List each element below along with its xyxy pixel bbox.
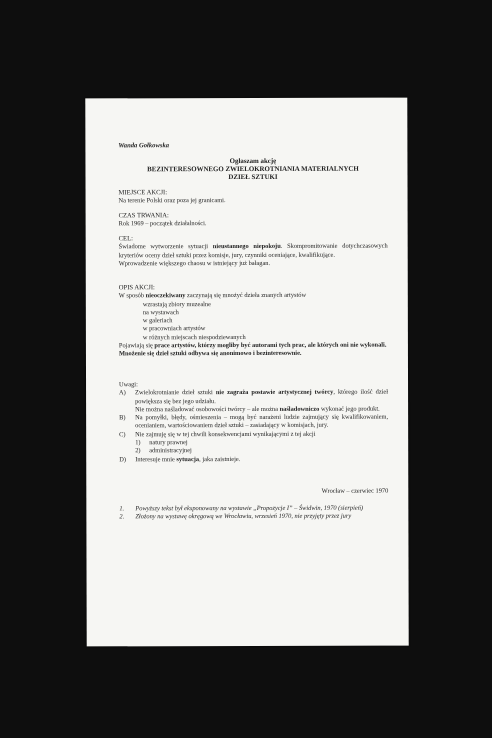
text-run: Świadome wytworzenie sytuacji [118,243,213,251]
footnote-key: 2. [119,513,125,521]
emphasis: nie zagraża postawie artystycznej twórcy [215,389,334,397]
text-run: , którego ilość dzieł powiększa się bez jego udziału. [135,388,389,405]
text-run: Interesuje mnie [135,455,177,463]
item-body: Na pomyłki, błędy, ośmieszenia – mogą być narażeni ludzie zajmujący się kwalifikowaniem, ocenianiem, wartościowaniem dzieł sztuki – zasiadający w komisjach, jury. [135,413,389,430]
author-name: Wanda Gołkowska [118,142,170,150]
section-label: MIEJSCE AKCJI: [118,189,168,197]
text-run: W sposób [118,292,146,300]
section-opis [119,284,388,359]
text-run: . Skompromitowanie dotychczasowych kryteriów oceny dzieł sztuki przez komisje, jury, czynniki oceniające, kwalifikujące. [118,242,388,259]
section-miejsce [119,189,388,206]
opis-line: w galeriach [142,317,173,325]
opis-paragraph-bold [119,350,388,359]
item-key: B) [119,414,126,422]
opis-line: wzrastają zbiory muzealne [142,300,211,308]
section-text: Na terenie Polski oraz poza jej granicami. [118,197,226,205]
uwagi-item-d [119,455,388,464]
footnote-2 [119,513,388,522]
text-run: , jaka zaistnieje. [199,455,241,463]
section-label: CEL: [118,235,133,243]
opis-line: w różnych miejscach niespodziewanych [142,333,246,342]
section-czas [119,212,388,229]
footnote-text: Złożony na wystawę okręgową we Wrocławiu, wrzesień 1970, nie przyjęty przez jury [135,513,352,521]
cel-paragraph-2: Wprowadzenie większego chaosu w istniejący już bałagan. [118,259,271,268]
text-run: Nie można naśladować osobowości twórcy – ale można [135,405,280,414]
emphasis: sytuacja [176,455,200,463]
item-key: A) [119,389,126,397]
section-cel [119,235,388,269]
uwagi-item-a [119,389,388,415]
subitem-key: 2) [135,447,141,455]
text-run: Pojawiają się [118,342,155,350]
title-line-2: BEZINTERESOWNEGO ZWIELOKROTNIANIA MATERIALNYCH [147,165,359,174]
text-run: wykonać jego produkt. [319,405,380,413]
footnotes [119,505,388,522]
section-uwagi [119,381,388,465]
item-key: C) [119,431,126,439]
item-body: Nie zajmuję się w tej chwili konsekwencjami wynikającymi z tej akcji [135,430,316,439]
document-page [85,98,408,647]
section-text: Rok 1969 – początek działalności. [118,220,207,228]
text-run: Zwielokrotnianie dzieł sztuki [135,389,216,397]
uwagi-item-c [119,430,388,439]
emphasis: nieustannego niepokoju [212,243,281,251]
opis-line: w pracowniach artystów [142,325,206,333]
text-run: zaczynają się mnożyć dzieła znanych artystów [185,292,307,300]
section-label: CZAS TRWANIA: [118,212,169,220]
item-key: D) [119,455,126,464]
section-label: OPIS AKCJI: [118,284,155,292]
emphasis: Mnożenie się dzieł sztuki odbywa się anonimowo i bezinteresownie. [118,350,302,358]
emphasis: nieoczekiwany [145,292,186,300]
title-line-1: Ogłaszam akcję [229,157,277,166]
subitem-text: natury prawnej [149,439,188,447]
place-date: Wrocław – czerwiec 1970 [321,487,389,495]
footnote-key: 1. [119,505,125,513]
emphasis: prace artystów, którzy mogliby być autorami tych prac, ale których oni nie wykonali. [154,341,387,350]
item-body [135,455,388,464]
cel-paragraph [119,243,388,260]
section-label: Uwagi: [119,381,138,389]
item-paragraph [135,389,388,406]
title-line-3: DZIEŁ SZTUKI [228,173,278,181]
uwagi-item-b [119,414,388,431]
emphasis: naśladowniczo [279,405,320,413]
document-title [118,158,387,182]
item-body [135,389,388,415]
footnote-text: Powyższy tekst był eksponowany na wystawie „Propozycje I” – Świdwin, 1970 (sierpień) [135,504,364,513]
subitem-key: 1) [135,439,141,447]
opis-line: na wystawach [142,309,179,317]
subitem-text: administracyjnej [149,447,192,455]
